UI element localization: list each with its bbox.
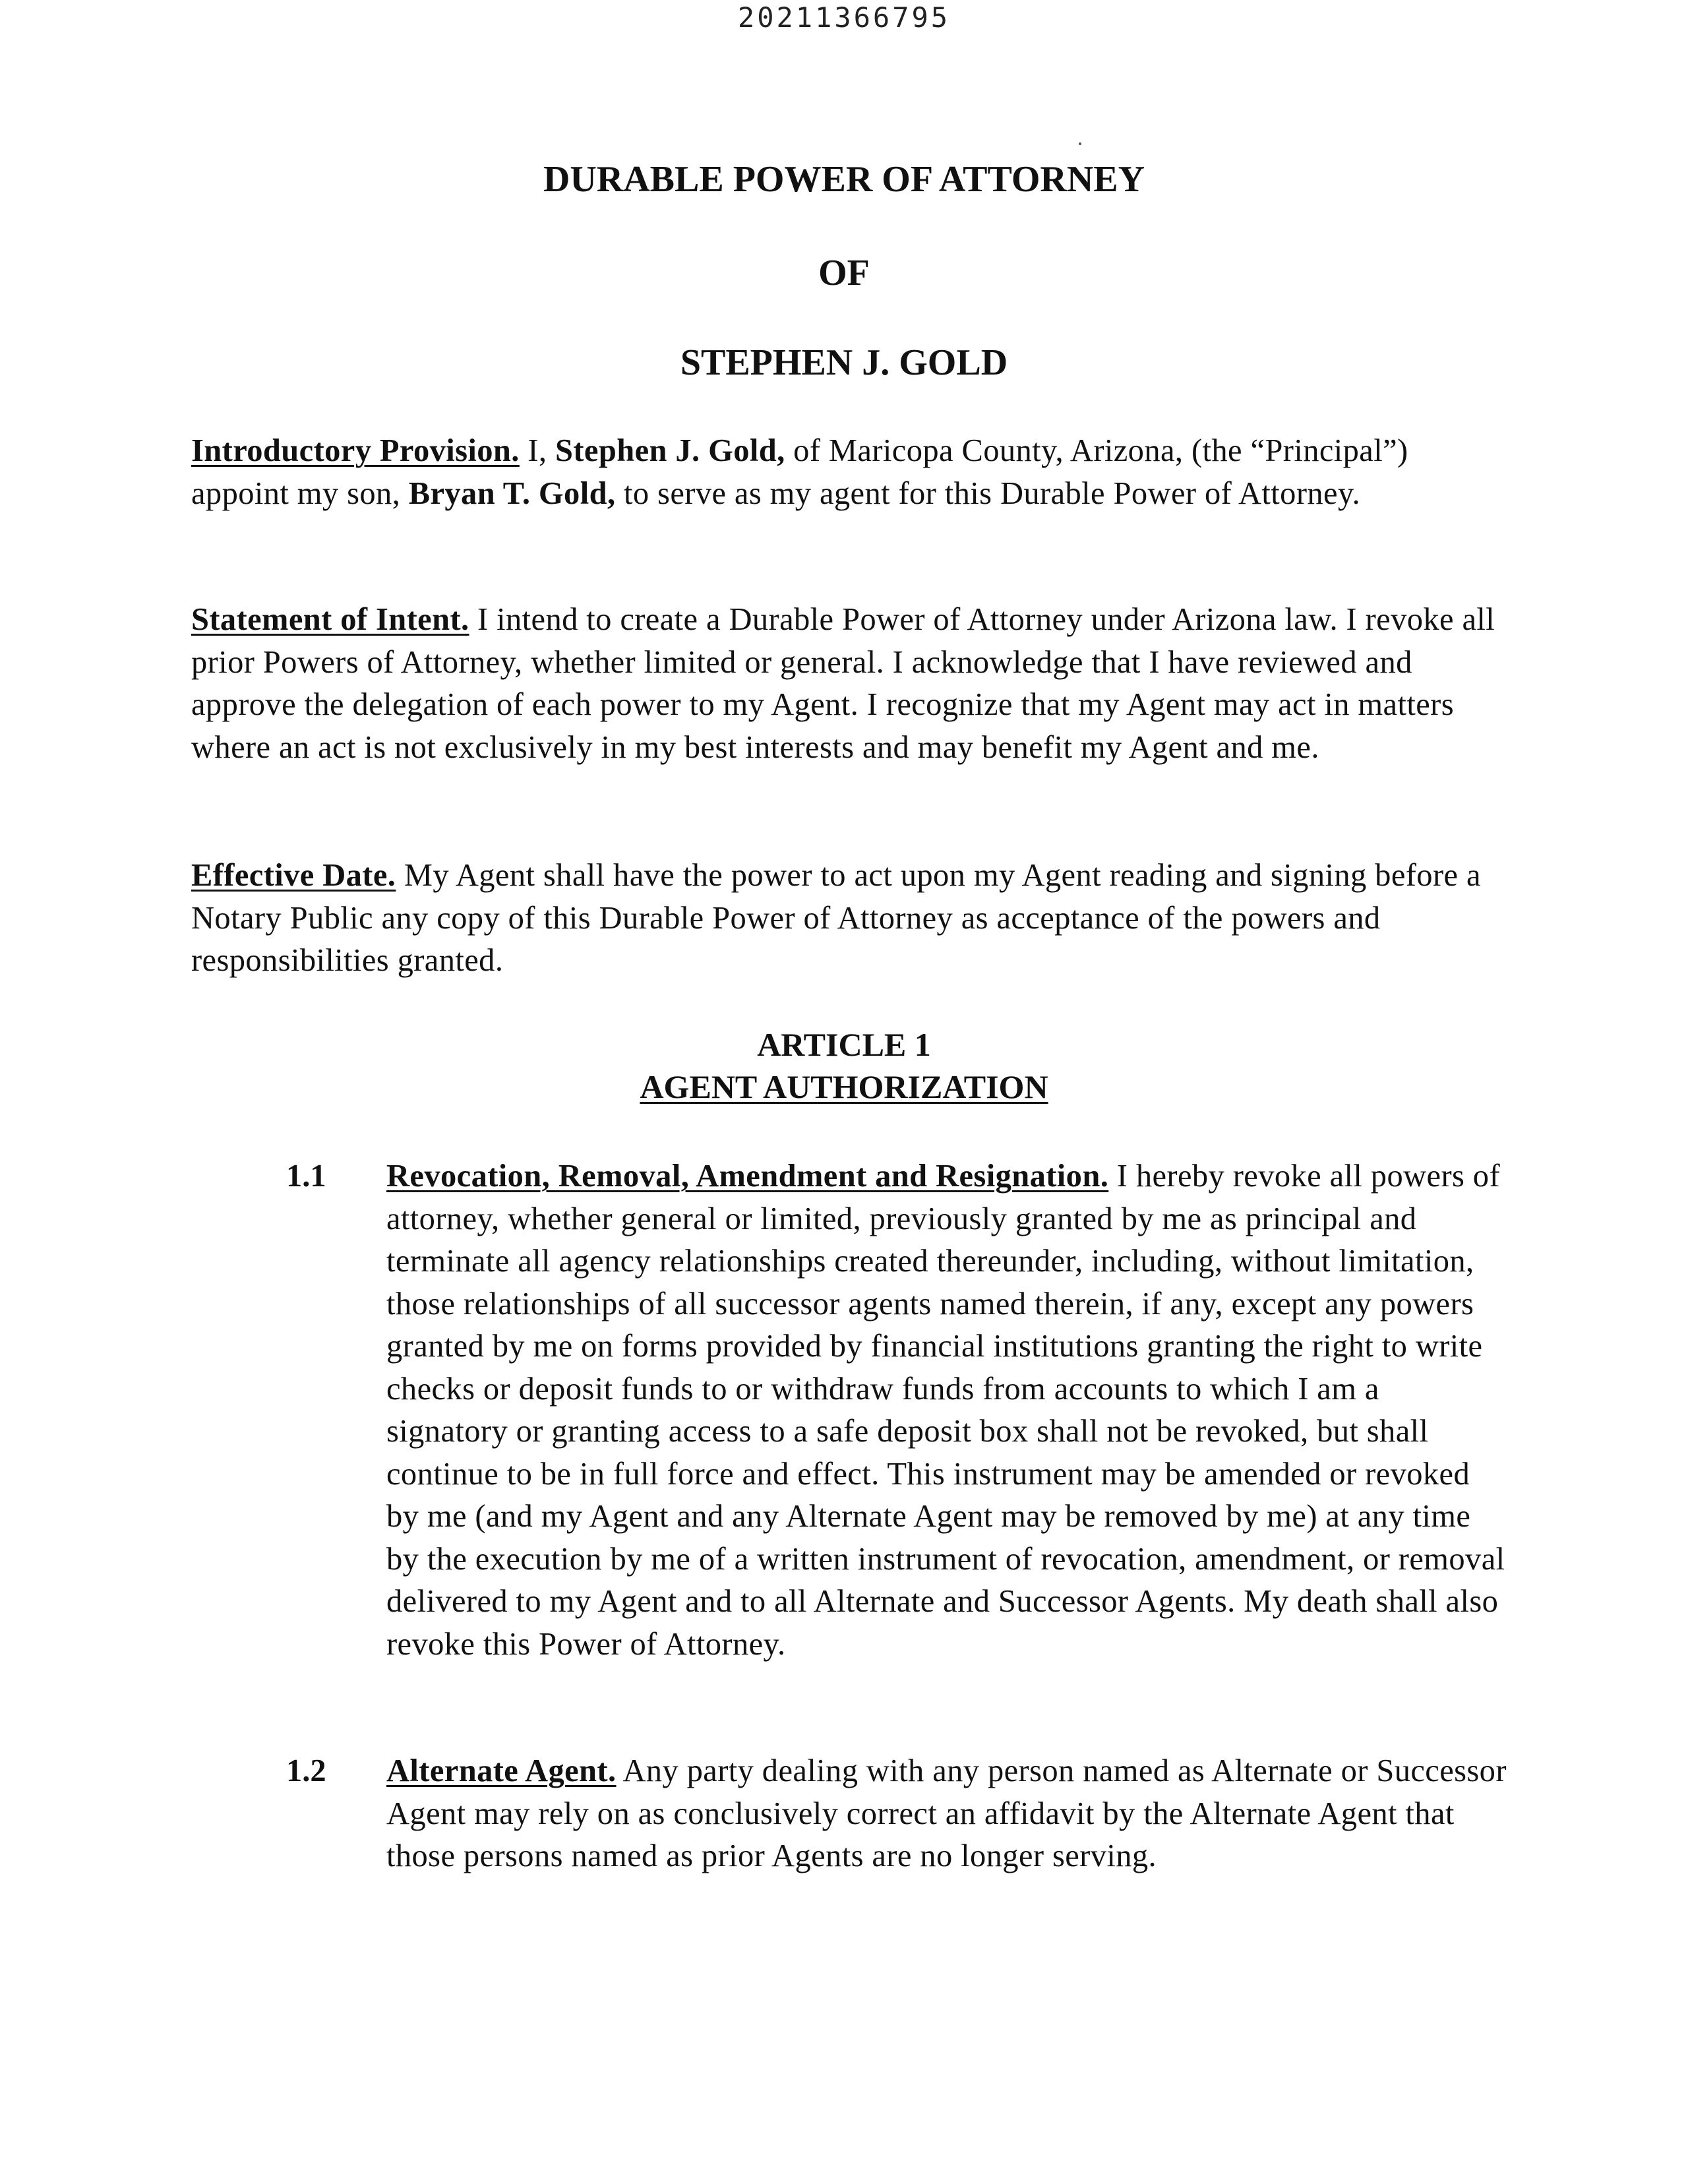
statement-of-intent-heading: Statement of Intent. [191,602,469,637]
intro-text-2: of Maricopa County, Arizona, (the “Principal”) appoint my son, [191,433,1408,511]
article-title-line [0,1066,1688,1108]
effective-date-paragraph [191,855,1503,983]
scan-speck [1079,142,1081,145]
section-text: Any party dealing with any person named as Alternate or Successor Agent may rely on as conclusively correct an affidavit by the Alternate Agent that those persons named as prior Agents are no longer serving. [386,1753,1507,1873]
document-number: 20211366795 [737,1,951,34]
section-number: 1.1 [286,1159,326,1194]
introductory-provision-heading: Introductory Provision. [191,433,520,468]
section-revocation [386,1155,1507,1666]
effective-date-heading: Effective Date. [191,858,396,893]
principal-name: Stephen J. Gold, [555,433,785,468]
section-number: 1.2 [286,1753,326,1788]
effective-date-text: My Agent shall have the power to act upon my Agent reading and signing before a Notary Public any copy of this Durable Power of Attorney as acceptance of the powers and responsibilities granted. [191,858,1481,978]
section-heading: Revocation, Removal, Amendment and Resignation. [386,1159,1109,1194]
section-heading: Alternate Agent. [386,1753,617,1788]
statement-of-intent-text: I intend to create a Durable Power of Attorney under Arizona law. I revoke all prior Powers of Attorney, whether limited or general. I acknowledge that I have reviewed and approve the delegation of each power to my Agent. I recognize that my Agent may act in matters where an act is not exclusively in my best interests and may benefit my Agent and me. [191,602,1495,765]
document-title: DURABLE POWER OF ATTORNEY [543,159,1145,200]
statement-of-intent-paragraph [191,599,1503,769]
principal-title-name: STEPHEN J. GOLD [680,342,1008,383]
intro-text-3: to serve as my agent for this Durable Power of Attorney. [615,475,1360,511]
introductory-provision-paragraph [191,430,1503,515]
document-title-of: OF [818,253,870,293]
article-number: ARTICLE 1 [757,1026,931,1063]
intro-text-1: I, [519,433,555,468]
article-title: AGENT AUTHORIZATION [640,1068,1048,1105]
section-alternate-agent [386,1750,1507,1878]
section-text: I hereby revoke all powers of attorney, whether general or limited, previously granted by me as principal and terminate all agency relationships created thereunder, including, without limitation, those relationships of all successor agents named therein, if any, except any powers granted by me on forms provided by financial institutions granting the right to write checks or deposit funds to or withdraw funds from accounts to which I am a signatory or granting access to a safe deposit box shall not be revoked, but shall continue to be in full force and effect. This instrument may be amended or revoked by me (and my Agent and any Alternate Agent may be removed by me) at any time by the execution by me of a written instrument of revocation, amendment, or removal delivered to my Agent and to all Alternate and Successor Agents. My death shall also revoke this Power of Attorney. [386,1159,1505,1662]
agent-name: Bryan T. Gold, [408,475,616,511]
